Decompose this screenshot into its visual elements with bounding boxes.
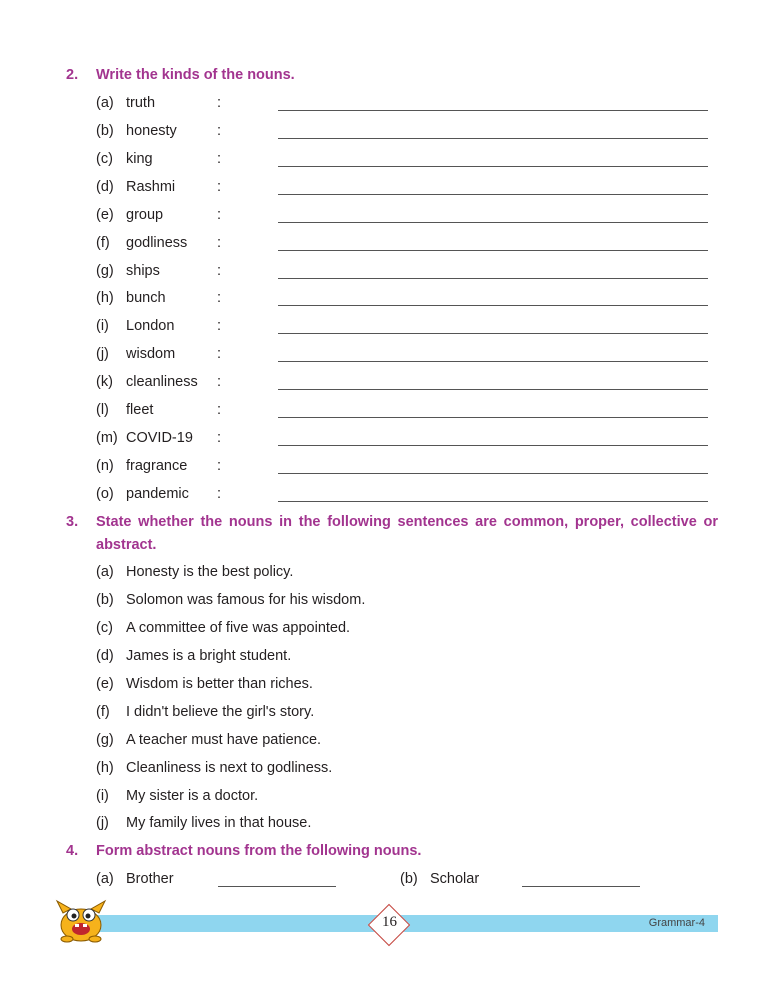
question-2-title: Write the kinds of the nouns. <box>96 67 295 83</box>
question-4-heading <box>66 843 421 859</box>
answer-blank[interactable] <box>278 333 708 334</box>
answer-blank[interactable] <box>278 417 708 418</box>
item-label: (e) <box>96 207 114 223</box>
item-label: (a) <box>96 95 114 111</box>
noun-word: pandemic <box>126 486 189 502</box>
item-label: (h) <box>96 290 114 306</box>
answer-blank[interactable] <box>278 389 708 390</box>
item-label: (g) <box>96 732 114 748</box>
colon: : <box>217 290 222 306</box>
item-label: (b) <box>400 871 418 887</box>
item-label: (b) <box>96 123 114 139</box>
item-label: (n) <box>96 458 114 474</box>
item-label: (i) <box>96 788 109 804</box>
answer-blank[interactable] <box>522 886 640 887</box>
noun-word: cleanliness <box>126 374 198 390</box>
answer-blank[interactable] <box>278 110 708 111</box>
colon: : <box>217 123 222 139</box>
sentence-text: I didn't believe the girl's story. <box>126 704 315 720</box>
question-3-number: 3. <box>66 514 79 530</box>
item-label: (i) <box>96 318 109 334</box>
item-label: (o) <box>96 486 114 502</box>
item-label: (e) <box>96 676 114 692</box>
answer-blank[interactable] <box>278 305 708 306</box>
question-4-title: Form abstract nouns from the following nouns. <box>96 843 422 859</box>
sentence-text: My family lives in that house. <box>126 815 312 831</box>
sentence-text: Solomon was famous for his wisdom. <box>126 592 366 608</box>
noun-word: wisdom <box>126 346 176 362</box>
colon: : <box>217 430 222 446</box>
colon: : <box>217 374 222 390</box>
colon: : <box>217 318 222 334</box>
item-label: (b) <box>96 592 114 608</box>
item-label: (j) <box>96 346 109 362</box>
answer-blank[interactable] <box>278 250 708 251</box>
sentence-text: Cleanliness is next to godliness. <box>126 760 333 776</box>
book-label: Grammar-4 <box>648 917 705 929</box>
sentence-text: James is a bright student. <box>126 648 292 664</box>
answer-blank[interactable] <box>278 278 708 279</box>
item-label: (g) <box>96 263 114 279</box>
noun-word: fragrance <box>126 458 188 474</box>
answer-blank[interactable] <box>278 166 708 167</box>
noun-word: king <box>126 151 153 167</box>
noun-word: Rashmi <box>126 179 176 195</box>
item-label: (d) <box>96 179 114 195</box>
noun-word: fleet <box>126 402 154 418</box>
item-label: (c) <box>96 151 113 167</box>
item-label: (l) <box>96 402 109 418</box>
question-3-heading <box>66 514 96 530</box>
answer-blank[interactable] <box>278 222 708 223</box>
question-2-number: 2. <box>66 67 79 83</box>
noun-word: Brother <box>126 871 174 887</box>
colon: : <box>217 179 222 195</box>
colon: : <box>217 263 222 279</box>
item-label: (c) <box>96 620 113 636</box>
question-2-heading <box>66 67 295 83</box>
noun-word: honesty <box>126 123 177 139</box>
answer-blank[interactable] <box>278 501 708 502</box>
item-label: (a) <box>96 564 114 580</box>
item-label: (k) <box>96 374 113 390</box>
noun-word: COVID-19 <box>126 430 193 446</box>
noun-word: ships <box>126 263 160 279</box>
item-label: (a) <box>96 871 114 887</box>
noun-word: truth <box>126 95 156 111</box>
mascot-icon <box>55 897 107 943</box>
item-label: (f) <box>96 235 110 251</box>
colon: : <box>217 346 222 362</box>
colon: : <box>217 151 222 167</box>
sentence-text: Honesty is the best policy. <box>126 564 294 580</box>
noun-word: group <box>126 207 164 223</box>
colon: : <box>217 235 222 251</box>
answer-blank[interactable] <box>278 361 708 362</box>
question-3-title-line1: State whether the nouns in the following sentences are common, proper, collective or <box>96 514 718 530</box>
colon: : <box>217 486 222 502</box>
noun-word: godliness <box>126 235 188 251</box>
item-label: (j) <box>96 815 109 831</box>
page-number: 16 <box>382 914 397 930</box>
item-label: (h) <box>96 760 114 776</box>
sentence-text: My sister is a doctor. <box>126 788 259 804</box>
question-4-number: 4. <box>66 843 79 859</box>
answer-blank[interactable] <box>278 445 708 446</box>
item-label: (f) <box>96 704 110 720</box>
colon: : <box>217 458 222 474</box>
noun-word: London <box>126 318 175 334</box>
answer-blank[interactable] <box>218 886 336 887</box>
item-label: (m) <box>96 430 118 446</box>
answer-blank[interactable] <box>278 473 708 474</box>
answer-blank[interactable] <box>278 138 708 139</box>
noun-word: Scholar <box>430 871 480 887</box>
item-label: (d) <box>96 648 114 664</box>
colon: : <box>217 207 222 223</box>
noun-word: bunch <box>126 290 166 306</box>
question-3-title-line2: abstract. <box>96 537 157 553</box>
colon: : <box>217 95 222 111</box>
sentence-text: A teacher must have patience. <box>126 732 322 748</box>
sentence-text: A committee of five was appointed. <box>126 620 351 636</box>
sentence-text: Wisdom is better than riches. <box>126 676 313 692</box>
colon: : <box>217 402 222 418</box>
answer-blank[interactable] <box>278 194 708 195</box>
